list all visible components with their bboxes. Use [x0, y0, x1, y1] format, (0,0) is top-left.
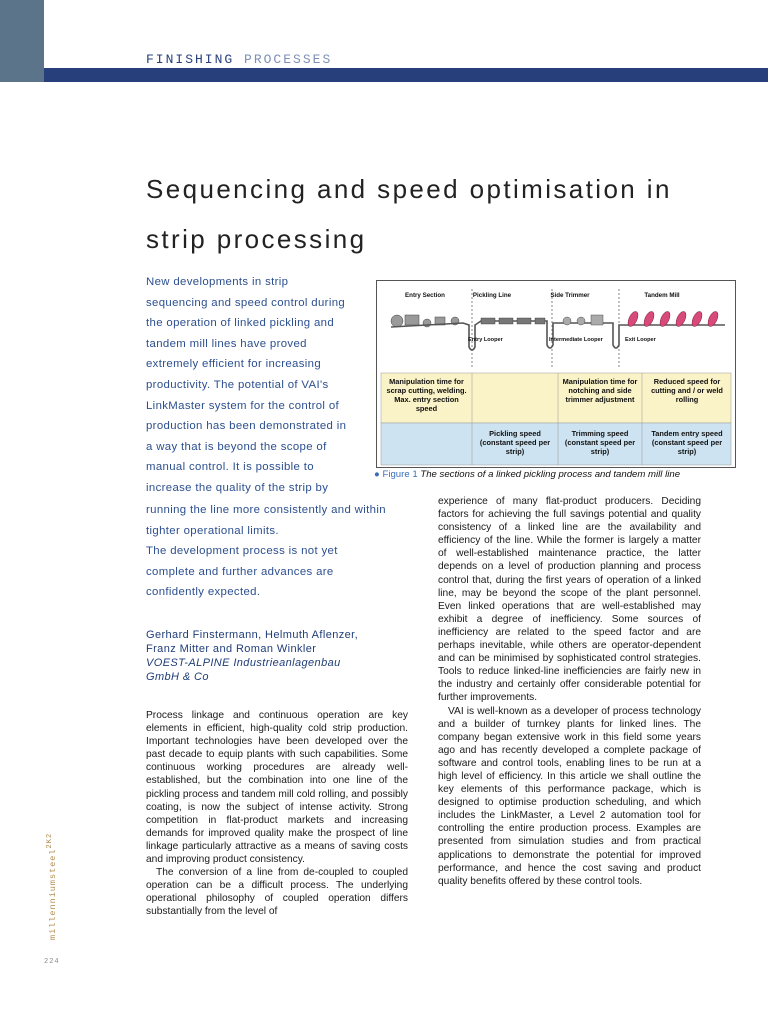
body-paragraph: experience of many flat-product producers. Deciding factors for achieving the full savings potential and quality consistency of a linked line are the availability and efficiency of the line. While the former is largely a matter of well-established maintenance practice, the latter depends on a level of production planning and process control that, during the first years of operation of a linked line, may be beyond the scope of the plant personnel. Even linked operations that are well-established may exhibit a degree of inefficiency. Some sources of inefficiency are related to the speed factor and are perhaps inevitable, while others are operator-dependent and can be minimised by sophisticated control strategies. Tools to reduce linked-line inefficiencies are fairly new in the industry and certainly offer considerable potential for further improvements. [438, 496, 701, 704]
lead-line: sequencing and speed control during [146, 296, 346, 309]
speed-cell-tandem [645, 429, 729, 456]
bullet-icon: ● [374, 469, 380, 480]
section-label-pickling: Pickling Line [472, 292, 512, 299]
looper-name: Exit Looper [625, 337, 656, 343]
lead-line: The development process is not yet [146, 545, 338, 558]
lead-line: productivity. The potential of VAI's [146, 378, 329, 391]
looper-label-intermediate [549, 337, 604, 343]
page-number: 224 [44, 958, 60, 966]
authors-line: Franz Mitter and Roman Winkler [146, 643, 317, 655]
lead-line: increase the quality of the strip by [146, 481, 329, 494]
looper-label-entry [468, 337, 504, 343]
section-label-entry: Entry Section [405, 292, 445, 299]
looper-name: Intermediate Looper [549, 337, 603, 343]
article-title [146, 164, 706, 264]
institution-line: VOEST-ALPINE Industrieanlagenbau [146, 657, 341, 669]
lead-line: LinkMaster system for the control of [146, 399, 340, 412]
body-paragraph: The conversion of a line from de-coupled to coupled operation can be a difficult process. The underlying operational philosophy of coupled operation differs substantially from the level of [146, 867, 408, 918]
speed-cell-text: Trimming speed (constant speed per strip) [564, 429, 636, 456]
time-cell-text: Reduced speed for cutting and / or weld rolling [651, 377, 723, 404]
lead-paragraph [146, 272, 414, 499]
speed-cell-text: Pickling speed (constant speed per strip) [479, 429, 551, 456]
figure-caption [374, 469, 754, 480]
institution-line: GmbH & Co [146, 671, 209, 683]
lead-line: production has been demonstrated in [146, 420, 347, 433]
strip-path [391, 321, 725, 350]
journal-name-vertical [46, 833, 58, 940]
time-cell-entry [383, 377, 470, 413]
body-column-left [146, 709, 408, 919]
section-label-tandem: Tandem Mill [644, 292, 680, 299]
lead-line: extremely efficient for increasing [146, 358, 322, 371]
journal-year: 2K2 [46, 832, 54, 849]
section-label-trimmer: Side Trimmer [550, 292, 590, 299]
looper-name: Entry Looper [468, 337, 503, 343]
author-block [146, 628, 408, 684]
title-line-2: strip processing [146, 224, 367, 254]
section-label [146, 52, 332, 67]
section-label-word1: FINISHING [146, 52, 235, 67]
section-label-word2: PROCESSES [244, 52, 333, 67]
header-bar [44, 68, 768, 82]
time-cell-trimmer [560, 377, 640, 404]
time-cell-text: Manipulation time for scrap cutting, welding. Max. entry section speed [386, 377, 467, 413]
time-cell-text: Manipulation time for notching and side trimmer adjustment [562, 377, 638, 404]
journal-name: millenniumsteel [47, 848, 58, 940]
lead-line: complete and further advances are [146, 565, 334, 578]
body-column-right [438, 495, 701, 888]
lead-line: confidently expected. [146, 586, 261, 599]
caption-text: The sections of a linked pickling process and tandem mill line [420, 469, 681, 480]
lead-line: the operation of linked pickling and [146, 317, 335, 330]
body-paragraph: Process linkage and continuous operation are key elements in efficient, high-quality cold strip production. Important technologies have been developed over the past decade to equip plants with such capabilities. Some continuous working procedures are already well-established, but the combination into one line of the pickling process and tandem mill cold rolling, and possibly coating, is now the subject of intense activity. Strong competition in flat-product markets and increasing demands for improved quality make the prospect of line linkage particularly attractive as a means of saving costs and improving product consistency. [146, 710, 408, 866]
lead-line: manual control. It is possible to [146, 461, 314, 474]
pickling-tanks [481, 318, 545, 324]
lead-line: tandem mill lines have proved [146, 337, 307, 350]
lead-line: tighter operational limits. [146, 524, 279, 537]
lead-line: running the line more consistently and within [146, 504, 386, 516]
title-line-1: Sequencing and speed optimisation in [146, 174, 672, 204]
speed-cell-trimmer [560, 429, 640, 456]
looper-label-exit [625, 337, 657, 343]
authors-line: Gerhard Finstermann, Helmuth Aflenzer, [146, 629, 359, 641]
lead-line: New developments in strip [146, 276, 289, 288]
figure-1-diagram [376, 280, 736, 468]
speed-cell-pickling [474, 429, 556, 456]
lead-line: a way that is beyond the scope of [146, 440, 327, 453]
body-paragraph: VAI is well-known as a developer of process technology and a builder of turnkey plants for linked lines. The company began extensive work in this field some years ago and has recently developed a complete package of software and control tools, enabling lines to be run at a high level of efficiency. In this article we shall outline the key elements of this performance package, which is designed to optimise production scheduling, and which includes the LinkMaster, a Level 2 automation tool for controlling the entire production process. Examples are presented from simulation studies and from practical applications to demonstrate the potential for improved performance, and hence the cost saving and product quality benefits offered by these control tools. [438, 705, 701, 887]
corner-color-block [0, 0, 44, 82]
speed-cell-text: Tandem entry speed (constant speed per strip) [651, 429, 723, 456]
trimmer-equipment [563, 315, 603, 325]
caption-label: Figure 1 [382, 469, 418, 480]
lead-paragraph-continued [146, 500, 414, 603]
time-cell-tandem [645, 377, 729, 404]
